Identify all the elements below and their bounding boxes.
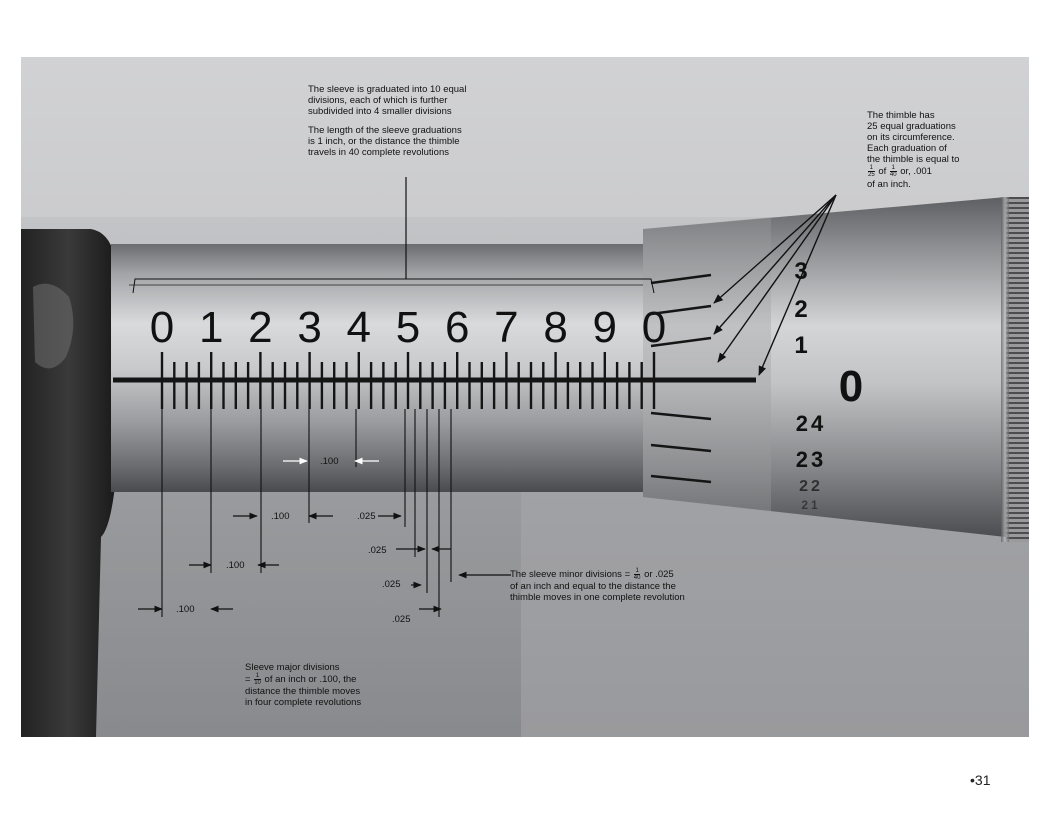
minor-note-line: thimble moves in one complete revolution [510,592,685,603]
thimble-number: 24 [795,411,827,436]
dimension-label: .025 [382,579,401,590]
thimble-note-line: of an inch. [867,179,911,190]
sleeve-number: 0 [641,303,667,352]
sleeve-note-line: is 1 inch, or the distance the thimble [308,136,460,147]
thimble-number: 22 [799,478,823,495]
thimble-zero: 0 [838,362,864,411]
dimension-label: .025 [368,545,387,556]
thimble-number: 2 [794,296,808,323]
thimble-number: 3 [794,258,808,285]
dimension-label: .100 [226,560,245,571]
sleeve-number: 8 [543,303,568,352]
sleeve-note-line: The sleeve is graduated into 10 equal [308,84,467,95]
fraction-1-25: $\frac{1}{25}$ [868,165,875,178]
minor-division-note [510,568,750,603]
dimension-label: .100 [320,456,339,467]
major-division-note [245,662,445,708]
thimble-note-line: 25 equal graduations [867,121,956,132]
thimble-number: 1 [794,332,808,359]
major-note-line: distance the thimble moves [245,686,361,697]
dimension-label: .100 [176,604,195,615]
thimble-note-line: the thimble is equal to [867,154,960,165]
fraction-1-40: $\frac{1}{40}$ [889,165,897,178]
sleeve-number: 0 [149,303,175,352]
thimble-note-line: on its circumference. [867,132,955,143]
sleeve-number: 2 [248,303,273,352]
fraction-1-40: $\frac{1}{40}$ [633,568,641,581]
sleeve-number: 4 [346,303,372,352]
major-note-line: Sleeve major divisions [245,662,340,673]
thimble-note-line: Each graduation of [867,143,947,154]
minor-note-line: The sleeve minor divisions = $\frac{1}{40}$ or .025 [510,568,674,581]
minor-note-line: of an inch and equal to the distance the [510,581,676,592]
page-number: •31 [970,772,991,788]
thimble-number: 23 [795,447,827,472]
sleeve-number: 1 [198,303,224,352]
dimension-label: .100 [271,511,290,522]
sleeve-number: 5 [395,303,421,352]
thimble-fraction-line: $\frac{1}{25}$ of $\frac{1}{40}$ or, .001 [868,165,932,178]
thimble-graduation-note [867,110,1017,190]
sleeve-number: 3 [297,303,322,352]
sleeve-number: 9 [592,303,618,352]
sleeve-number: 7 [494,303,519,352]
thimble-note-line: The thimble has [867,110,935,121]
fraction-1-10: $\frac{1}{10}$ [254,673,261,686]
major-note-line: in four complete revolutions [245,697,362,708]
sleeve-note-line: divisions, each of which is further [308,95,448,106]
sleeve-note-line: The length of the sleeve graduations [308,125,462,136]
dimension-label: .025 [392,614,411,625]
sleeve-note-line: subdivided into 4 smaller divisions [308,106,452,117]
ratchet-knob [1006,197,1029,542]
dimension-label: .025 [357,511,376,522]
thimble-number: 21 [801,498,821,512]
major-note-line: = $\frac{1}{10}$ of an inch or .100, the [245,673,357,686]
sleeve-number: 6 [444,303,470,352]
sleeve-note-line: travels in 40 complete revolutions [308,147,449,158]
sleeve-graduation-note [308,84,538,158]
